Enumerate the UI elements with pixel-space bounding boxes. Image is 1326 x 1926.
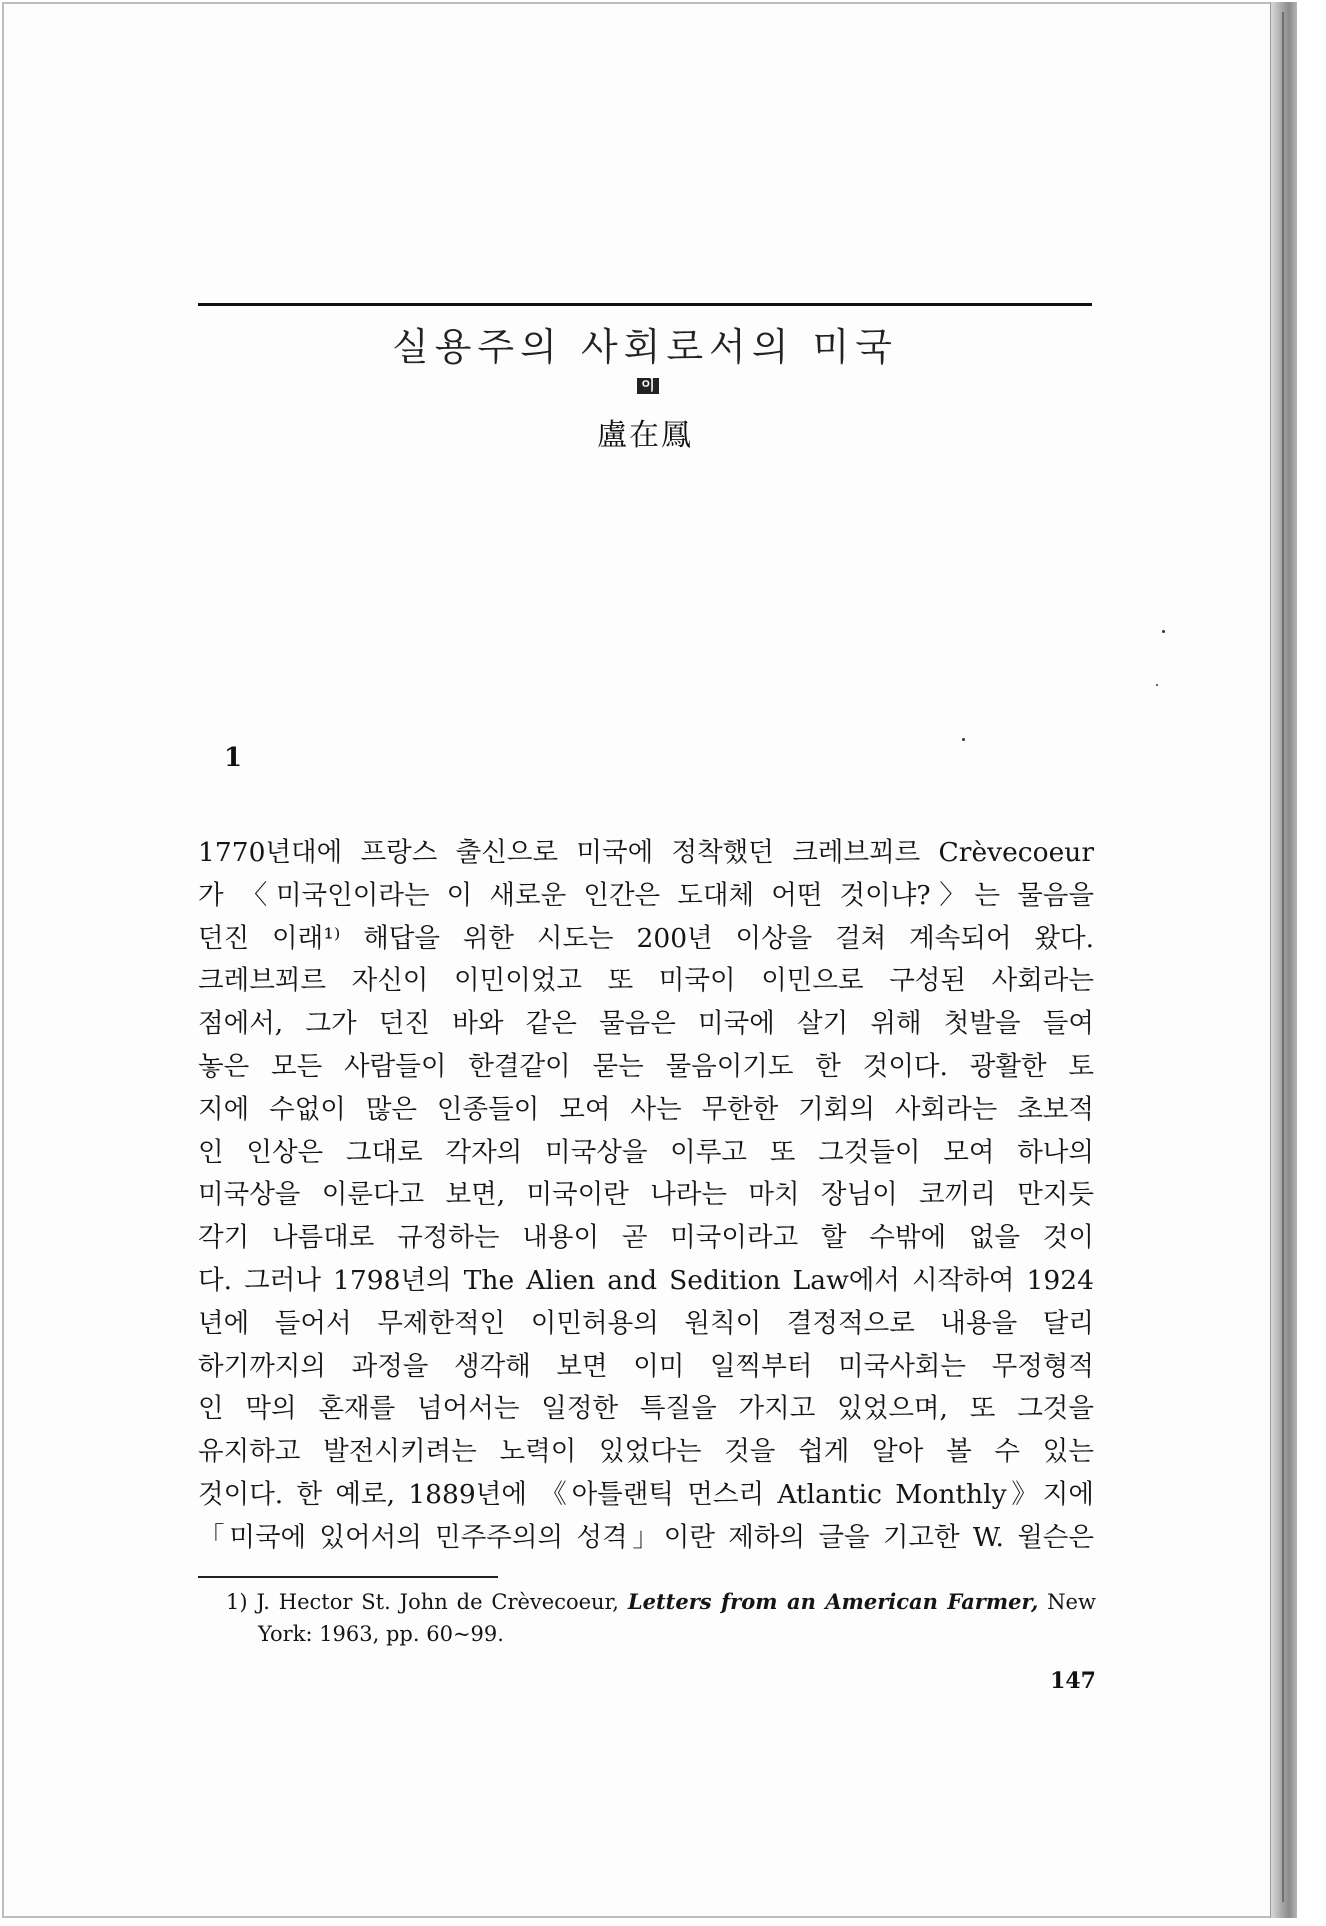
article-author: 盧在鳳	[597, 418, 693, 453]
footnote	[226, 1586, 1096, 1650]
body-line: 각기 나름대로 규정하는 내용이 곧 미국이라고 할 수밖에 없을 것이	[198, 1222, 1094, 1254]
footnote-line-1	[226, 1586, 1096, 1618]
title-rule	[198, 303, 1092, 306]
body-line: 크레브꾀르 자신이 이민이었고 또 미국이 이민으로 구성된 사회라는	[198, 965, 1094, 997]
body-line: 「미국에 있어서의 민주주의의 성격」이란 제하의 글을 기고한 W. 윌슨은	[198, 1521, 1094, 1553]
body-line: 가 〈미국인이라는 이 새로운 인간은 도대체 어떤 것이냐?〉는 물음을	[198, 879, 1094, 911]
body-line: 것이다. 한 예로, 1889년에 《아틀랜틱 먼스리 Atlantic Monthly》지에	[198, 1478, 1094, 1510]
body-line: 인 막의 혼재를 넘어서는 일정한 특질을 가지고 있었으며, 또 그것을	[198, 1393, 1094, 1425]
article-title: 실용주의 사회로서의 미국	[392, 325, 898, 369]
page-edge-line	[1282, 12, 1284, 1902]
body-line: 점에서, 그가 던진 바와 같은 물음은 미국에 살기 위해 첫발을 들여	[198, 1008, 1094, 1040]
body-line: 유지하고 발전시키려는 노력이 있었다는 것을 쉽게 알아 볼 수 있는	[198, 1436, 1094, 1468]
body-line: 던진 이래¹⁾ 해답을 위한 시도는 200년 이상을 걸쳐 계속되어 왔다.	[198, 922, 1094, 954]
body-line: 년에 들어서 무제한적인 이민허용의 원칙이 결정적으로 내용을 달리	[198, 1307, 1094, 1339]
page-number: 147	[1050, 1668, 1096, 1694]
byline-mark: 이	[637, 378, 659, 394]
body-line: 미국상을 이룬다고 보면, 미국이란 나라는 마치 장님이 코끼리 만지듯	[198, 1179, 1094, 1211]
body-text	[198, 832, 1094, 1560]
body-line: 다. 그러나 1798년의 The Alien and Sedition Law에서 시작하여 1924	[198, 1264, 1094, 1296]
scan-speck	[1156, 684, 1158, 686]
footnote-book-title: Letters from an American Farmer,	[627, 1589, 1039, 1614]
footnote-author: J. Hector St. John de Crèvecoeur,	[256, 1590, 619, 1614]
body-line: 놓은 모든 사람들이 한결같이 묻는 물음이기도 한 것이다. 광활한 토	[198, 1050, 1094, 1082]
footnote-marker: 1)	[226, 1590, 248, 1614]
body-line: 1770년대에 프랑스 출신으로 미국에 정착했던 크레브꾀르 Crèvecoeur	[198, 837, 1094, 868]
body-line: 인 인상은 그대로 각자의 미국상을 이루고 또 그것들이 모여 하나의	[198, 1136, 1094, 1168]
footnote-rule	[198, 1576, 498, 1578]
scan-speck	[1162, 630, 1165, 633]
scan-speck	[962, 738, 965, 741]
body-line: 지에 수없이 많은 인종들이 모여 사는 무한한 기회의 사회라는 초보적	[198, 1093, 1094, 1125]
section-number: 1	[224, 743, 243, 773]
footnote-line-2: York: 1963, pp. 60~99.	[258, 1622, 504, 1646]
footnote-place: New	[1047, 1590, 1096, 1614]
body-line: 하기까지의 과정을 생각해 보면 이미 일찍부터 미국사회는 무정형적	[198, 1350, 1094, 1382]
